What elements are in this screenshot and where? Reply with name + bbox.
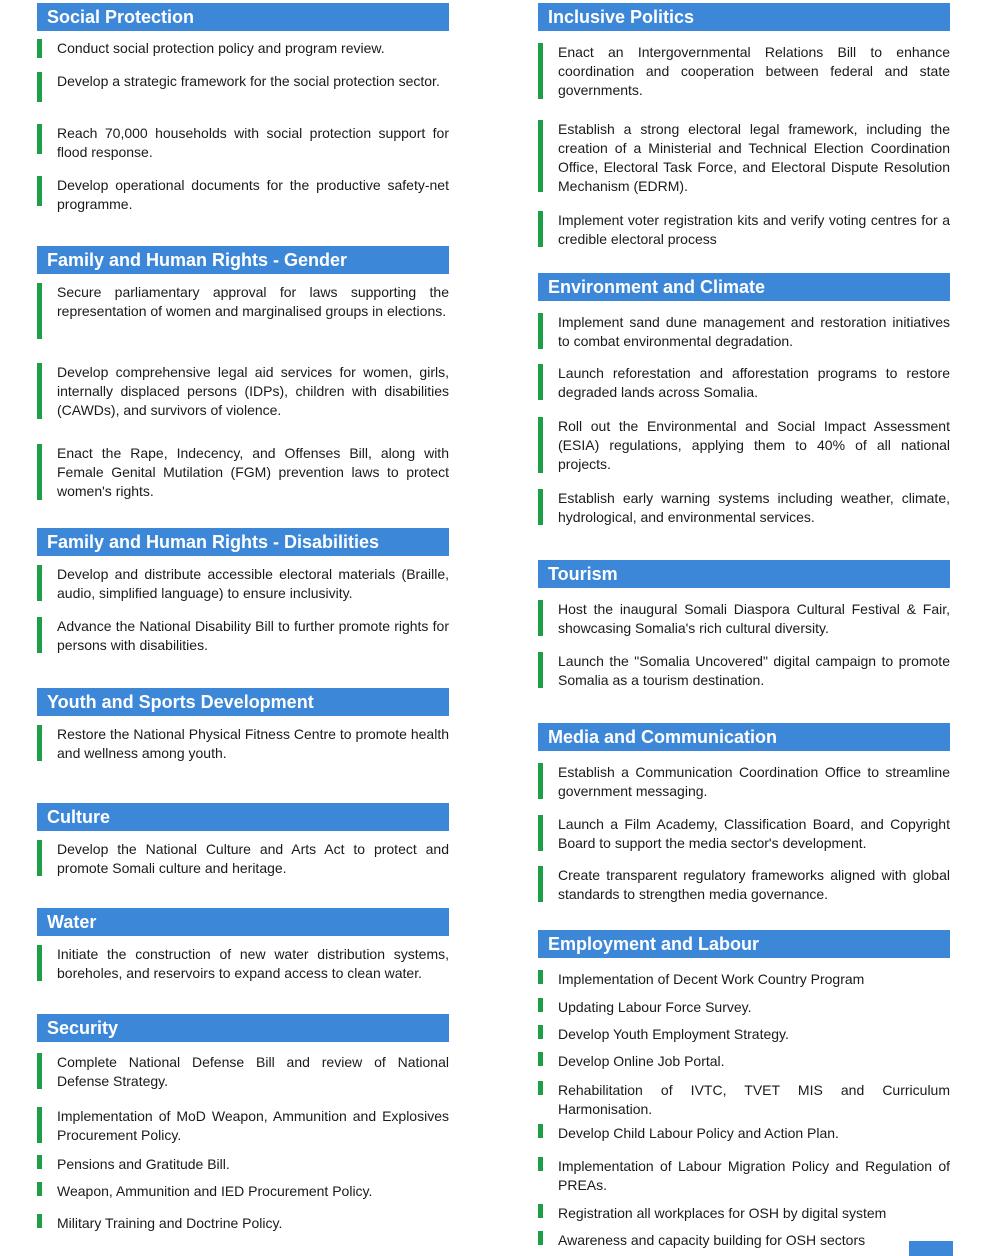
item-text: Secure parliamentary approval for laws supporting the representation of women and marginalised groups in elections. (57, 284, 449, 319)
item-text: Enact an Intergovernmental Relations Bill to enhance coordination and cooperation between federal and state governments. (558, 44, 950, 98)
section-header-environment: Environment and Climate (538, 273, 950, 301)
bullet-bar (538, 364, 543, 400)
item-text: Develop Child Labour Policy and Action Plan. (558, 1125, 839, 1141)
list-item (538, 600, 950, 638)
section-header-security: Security (37, 1014, 449, 1042)
item-text: Launch the "Somalia Uncovered" digital campaign to promote Somalia as a tourism destination. (558, 653, 950, 688)
list-item (37, 176, 449, 214)
item-text: Military Training and Doctrine Policy. (57, 1215, 283, 1231)
bullet-bar (37, 1155, 42, 1169)
list-item (37, 1107, 449, 1145)
section-header-youth: Youth and Sports Development (37, 688, 449, 716)
bullet-bar (538, 1157, 543, 1171)
list-item (538, 1025, 950, 1044)
bullet-bar (37, 124, 42, 154)
list-item (538, 211, 950, 249)
list-item (538, 763, 950, 801)
section-header-tourism: Tourism (538, 560, 950, 588)
bullet-bar (37, 1214, 42, 1228)
item-text: Updating Labour Force Survey. (558, 999, 752, 1015)
bullet-bar (37, 363, 42, 419)
bullet-bar (37, 945, 42, 981)
item-text: Rehabilitation of IVTC, TVET MIS and Curriculum Harmonisation. (558, 1082, 950, 1117)
item-text: Implementation of MoD Weapon, Ammunition and Explosives Procurement Policy. (57, 1108, 449, 1143)
item-text: Registration all workplaces for OSH by digital system (558, 1205, 887, 1221)
item-text: Develop operational documents for the productive safety-net programme. (57, 177, 449, 212)
item-text: Conduct social protection policy and program review. (57, 40, 385, 56)
item-text: Awareness and capacity building for OSH sectors (558, 1232, 866, 1248)
list-item (37, 617, 449, 655)
item-text: Enact the Rape, Indecency, and Offenses Bill, along with Female Genital Mutilation (FGM) prevention laws to protect women's rights. (57, 445, 449, 499)
bullet-bar (37, 840, 42, 876)
list-item (37, 725, 449, 763)
list-item (37, 363, 449, 420)
bullet-bar (538, 489, 543, 525)
list-item (37, 444, 449, 501)
list-item (538, 652, 950, 690)
bullet-bar (37, 725, 42, 761)
section-header-inclusive-politics: Inclusive Politics (538, 3, 950, 31)
section-header-culture: Culture (37, 803, 449, 831)
bullet-bar (538, 313, 543, 349)
bullet-bar (37, 176, 42, 206)
bullet-bar (37, 617, 42, 653)
section-header-disabilities: Family and Human Rights - Disabilities (37, 528, 449, 556)
item-text: Establish early warning systems including weather, climate, hydrological, and environmental services. (558, 490, 950, 525)
list-item (37, 945, 449, 983)
bullet-bar (538, 1204, 543, 1218)
item-text: Host the inaugural Somali Diaspora Cultural Festival & Fair, showcasing Somalia's rich cultural diversity. (558, 601, 950, 636)
item-text: Pensions and Gratitude Bill. (57, 1156, 230, 1172)
list-item (37, 72, 449, 91)
bullet-bar (538, 417, 543, 473)
item-text: Develop comprehensive legal aid services for women, girls, internally displaced persons (IDPs), children with disabilities (CAWDs), and survivors of violence. (57, 364, 449, 418)
page-corner-marker (909, 1241, 953, 1256)
list-item (538, 120, 950, 196)
list-item (37, 565, 449, 603)
bullet-bar (37, 565, 42, 601)
list-item (538, 364, 950, 402)
item-text: Develop a strategic framework for the social protection sector. (57, 73, 440, 89)
bullet-bar (538, 211, 543, 247)
bullet-bar (538, 763, 543, 799)
item-text: Initiate the construction of new water distribution systems, boreholes, and reservoirs to expand access to clean water. (57, 946, 449, 981)
item-text: Restore the National Physical Fitness Centre to promote health and wellness among youth. (57, 726, 449, 761)
list-item (538, 313, 950, 351)
bullet-bar (538, 970, 543, 984)
section-header-water: Water (37, 908, 449, 936)
bullet-bar (538, 1231, 543, 1245)
list-item (37, 1182, 449, 1201)
item-text: Develop the National Culture and Arts Act to protect and promote Somali culture and heritage. (57, 841, 449, 876)
item-text: Launch a Film Academy, Classification Board, and Copyright Board to support the media sector's development. (558, 816, 950, 851)
list-item (37, 840, 449, 878)
list-item (538, 1124, 950, 1143)
list-item (538, 43, 950, 100)
item-text: Establish a strong electoral legal framework, including the creation of a Ministerial and Technical Election Coordination Office, Electoral Task Force, and Electoral Dispute Resolution Mechanism (EDRM). (558, 121, 950, 194)
section-header-employment: Employment and Labour (538, 930, 950, 958)
list-item (538, 1157, 950, 1195)
list-item (538, 1231, 950, 1250)
list-item (538, 1081, 950, 1119)
bullet-bar (37, 1107, 42, 1143)
bullet-bar (538, 1124, 543, 1138)
bullet-bar (37, 444, 42, 500)
item-text: Develop Online Job Portal. (558, 1053, 725, 1069)
bullet-bar (37, 1053, 42, 1089)
item-text: Implement sand dune management and restoration initiatives to combat environmental degradation. (558, 314, 950, 349)
list-item (37, 124, 449, 162)
bullet-bar (37, 283, 42, 339)
list-item (37, 1053, 449, 1091)
bullet-bar (538, 998, 543, 1012)
list-item (37, 283, 449, 321)
bullet-bar (538, 600, 543, 636)
list-item (538, 998, 950, 1017)
list-item (538, 1052, 950, 1071)
item-text: Develop and distribute accessible electoral materials (Braille, audio, simplified language) to ensure inclusivity. (57, 566, 449, 601)
list-item (37, 1214, 449, 1233)
item-text: Reach 70,000 households with social protection support for flood response. (57, 125, 449, 160)
list-item (37, 39, 449, 58)
item-text: Implementation of Labour Migration Policy and Regulation of PREAs. (558, 1158, 950, 1193)
item-text: Complete National Defense Bill and review of National Defense Strategy. (57, 1054, 449, 1089)
bullet-bar (538, 652, 543, 688)
bullet-bar (538, 1052, 543, 1066)
item-text: Launch reforestation and afforestation programs to restore degraded lands across Somalia. (558, 365, 950, 400)
list-item (538, 815, 950, 853)
bullet-bar (538, 1081, 543, 1095)
list-item (37, 1155, 449, 1174)
section-header-social-protection: Social Protection (37, 3, 449, 31)
bullet-bar (37, 39, 42, 58)
bullet-bar (538, 866, 543, 902)
list-item (538, 417, 950, 474)
bullet-bar (37, 1182, 42, 1196)
section-header-gender: Family and Human Rights - Gender (37, 246, 449, 274)
bullet-bar (538, 120, 543, 192)
bullet-bar (538, 1025, 543, 1039)
item-text: Implementation of Decent Work Country Program (558, 971, 865, 987)
bullet-bar (538, 43, 543, 99)
item-text: Advance the National Disability Bill to further promote rights for persons with disabilities. (57, 618, 449, 653)
item-text: Implement voter registration kits and verify voting centres for a credible electoral process (558, 212, 950, 247)
item-text: Roll out the Environmental and Social Impact Assessment (ESIA) regulations, applying them to 40% of all national projects. (558, 418, 950, 472)
list-item (538, 1204, 950, 1223)
item-text: Establish a Communication Coordination Office to streamline government messaging. (558, 764, 950, 799)
bullet-bar (37, 72, 42, 102)
item-text: Develop Youth Employment Strategy. (558, 1026, 789, 1042)
item-text: Create transparent regulatory frameworks aligned with global standards to strengthen media governance. (558, 867, 950, 902)
section-header-media: Media and Communication (538, 723, 950, 751)
list-item (538, 866, 950, 904)
bullet-bar (538, 815, 543, 851)
list-item (538, 489, 950, 527)
list-item (538, 970, 950, 989)
item-text: Weapon, Ammunition and IED Procurement Policy. (57, 1183, 373, 1199)
